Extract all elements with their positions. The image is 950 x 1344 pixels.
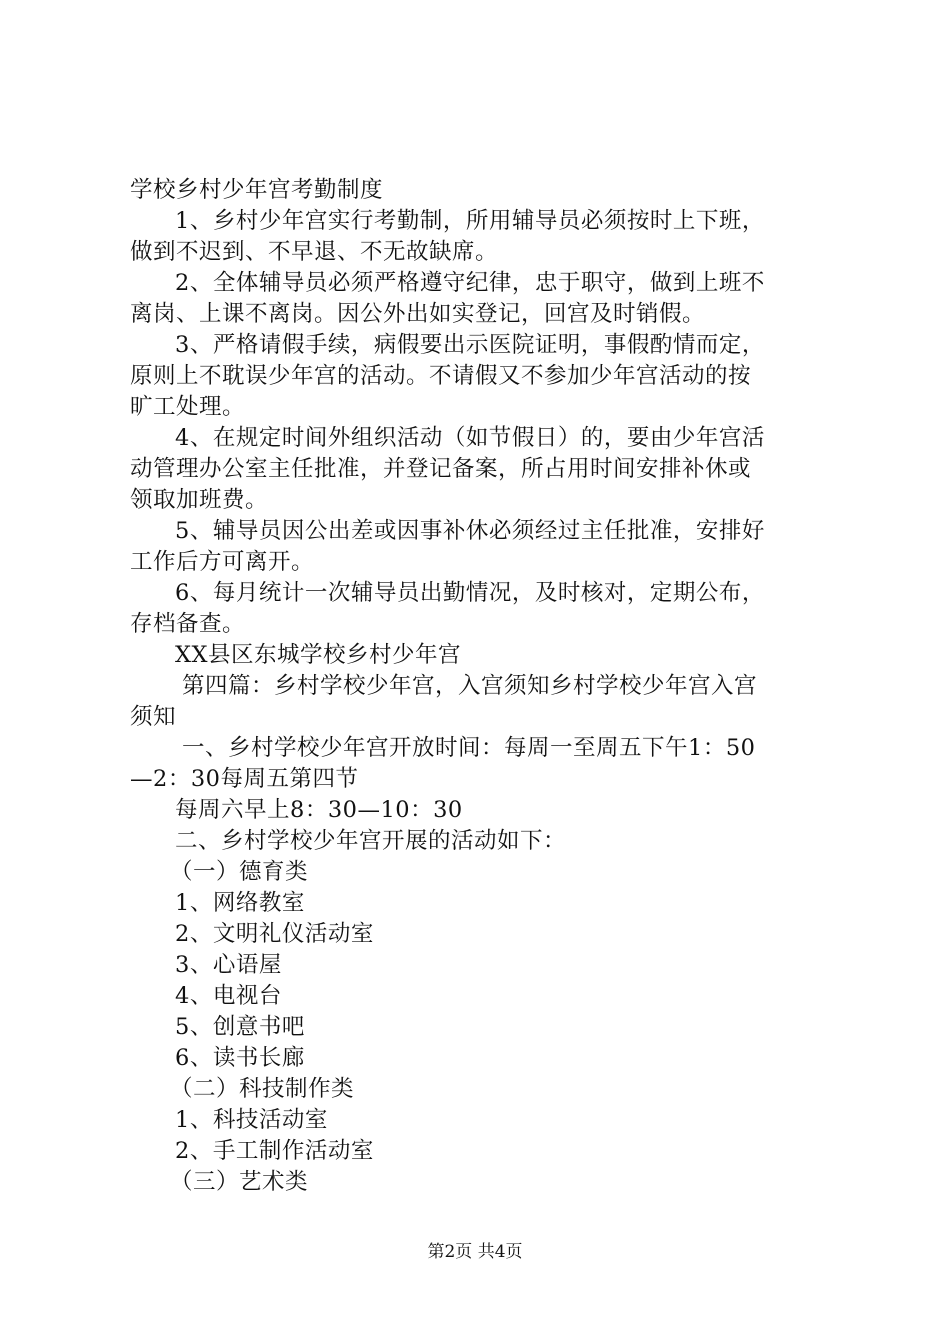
- list-item: 2、手工制作活动室: [175, 1138, 374, 1164]
- signature-line: XX县区东城学校乡村少年宫: [175, 642, 462, 668]
- paragraph-line: 领取加班费。: [130, 487, 269, 513]
- paragraph-line: 2、全体辅导员必须严格遵守纪律，忠于职守，做到上班不: [175, 270, 765, 296]
- paragraph-line: 离岗、上课不离岗。因公外出如实登记，回宫及时销假。: [130, 301, 706, 327]
- list-item: 1、网络教室: [175, 890, 305, 916]
- page-number-footer: 第2页 共4页: [427, 1242, 523, 1262]
- doc-title: 学校乡村少年宫考勤制度: [130, 177, 384, 203]
- category-heading: （二）科技制作类: [170, 1076, 355, 1102]
- paragraph-line: —2：30每周五第四节: [130, 766, 359, 792]
- paragraph-line: 每周六早上8：30—10：30: [175, 797, 463, 823]
- list-item: 3、心语屋: [175, 952, 282, 978]
- paragraph-line: 1、乡村少年宫实行考勤制，所用辅导员必须按时上下班，: [175, 208, 765, 234]
- category-heading: （三）艺术类: [170, 1169, 309, 1195]
- paragraph-line: 二、乡村学校少年宫开展的活动如下：: [175, 828, 567, 854]
- paragraph-line: 3、严格请假手续，病假要出示医院证明，事假酌情而定，: [175, 332, 765, 358]
- paragraph-line: 旷工处理。: [130, 394, 246, 420]
- paragraph-line: 一、乡村学校少年宫开放时间：每周一至周五下午1：50: [182, 735, 756, 761]
- paragraph-line: 动管理办公室主任批准，并登记备案，所占用时间安排补休或: [130, 456, 752, 482]
- paragraph-line: 工作后方可离开。: [130, 549, 315, 575]
- list-item: 2、文明礼仪活动室: [175, 921, 374, 947]
- paragraph-line: 做到不迟到、不早退、不无故缺席。: [130, 239, 499, 265]
- category-heading: （一）德育类: [170, 859, 309, 885]
- list-item: 4、电视台: [175, 983, 282, 1009]
- list-item: 1、科技活动室: [175, 1107, 328, 1133]
- list-item: 5、创意书吧: [175, 1014, 305, 1040]
- paragraph-line: 5、辅导员因公出差或因事补休必须经过主任批准，安排好: [175, 518, 765, 544]
- section-heading: 第四篇：乡村学校少年宫，入宫须知乡村学校少年宫入宫: [182, 673, 758, 699]
- paragraph-line: 原则上不耽误少年宫的活动。不请假又不参加少年宫活动的按: [130, 363, 752, 389]
- paragraph-line: 存档备查。: [130, 611, 246, 637]
- list-item: 6、读书长廊: [175, 1045, 305, 1071]
- section-heading: 须知: [130, 704, 177, 730]
- paragraph-line: 6、每月统计一次辅导员出勤情况，及时核对，定期公布，: [175, 580, 765, 606]
- paragraph-line: 4、在规定时间外组织活动（如节假日）的，要由少年宫活: [175, 425, 765, 451]
